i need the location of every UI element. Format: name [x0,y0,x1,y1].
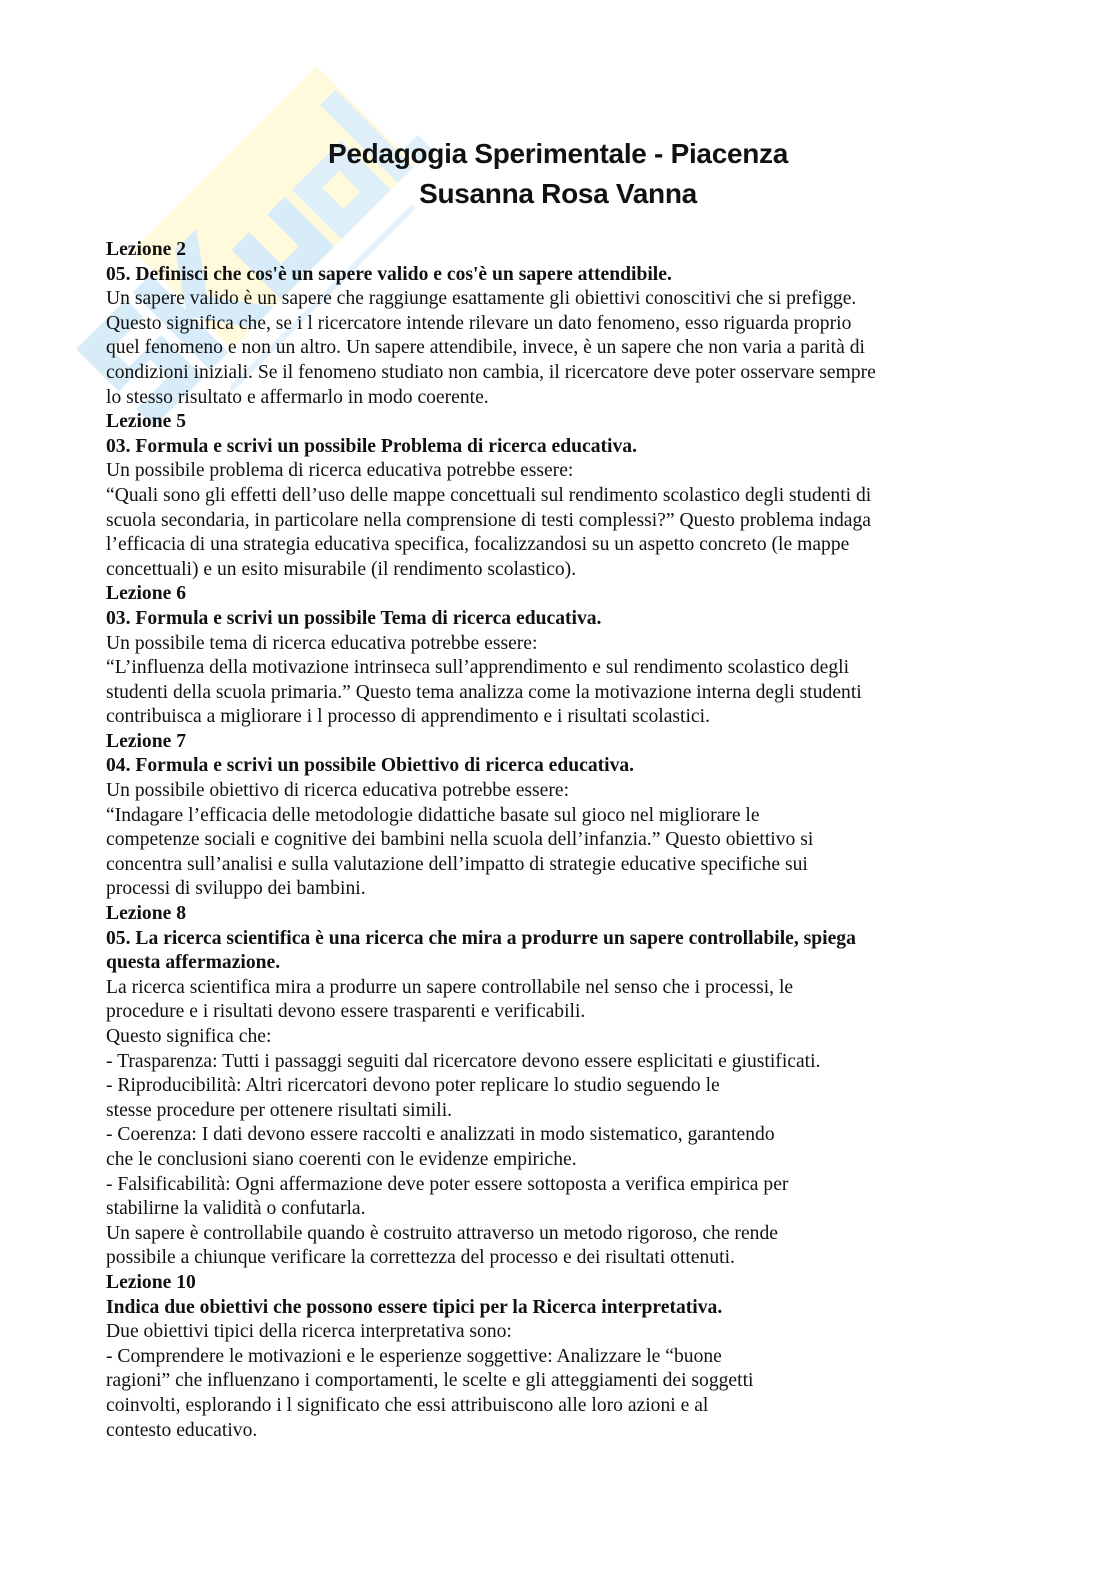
text-line: procedure e i risultati devono essere trasparenti e verificabili. [106,1001,586,1023]
document-body [106,238,1006,1443]
section-heading: 03. Formula e scrivi un possibile Problema di ricerca educativa. [106,435,637,457]
text-line: condizioni iniziali. Se il fenomeno studiato non cambia, il ricercatore deve poter osservare sempre [106,361,876,383]
text-line: Un sapere valido è un sapere che raggiunge esattamente gli obiettivi conoscitivi che si prefigge. [106,288,857,310]
text-line: possibile a chiunque verificare la correttezza del processo e dei risultati ottenuti. [106,1247,735,1269]
text-line: processi di sviluppo dei bambini. [106,878,366,900]
text-line: concettuali) e un esito misurabile (il rendimento scolastico). [106,558,577,580]
text-line: Un possibile tema di ricerca educativa potrebbe essere: [106,632,538,654]
text-line: - Comprendere le motivazioni e le esperienze soggettive: Analizzare le “buone [106,1345,722,1367]
text-line: competenze sociali e cognitive dei bambini nella scuola dell’infanzia.” Questo obiettivo si [106,829,814,851]
section-heading: 04. Formula e scrivi un possibile Obiettivo di ricerca educativa. [106,755,635,777]
text-line: Due obiettivi tipici della ricerca interpretativa sono: [106,1321,512,1343]
section-heading: Lezione 8 [106,903,186,925]
document-author: Susanna Rosa Vanna [419,178,697,209]
section-heading: Lezione 5 [106,411,186,433]
text-line: studenti della scuola primaria.” Questo tema analizza come la motivazione interna degli studenti [106,681,862,703]
section-heading: Lezione 7 [106,730,186,752]
text-line: “L’influenza della motivazione intrinseca sull’apprendimento e sul rendimento scolastico degli [106,657,850,679]
text-line: concentra sull’analisi e sulla valutazione dell’impatto di strategie educative specifiche sui [106,853,808,875]
section-heading: 05. La ricerca scientifica è una ricerca che mira a produrre un sapere controllabile, spiega [106,927,856,949]
text-line: contesto educativo. [106,1419,258,1441]
text-line: scuola secondaria, in particolare nella comprensione di testi complessi?” Questo problema indaga [106,509,871,531]
text-line: stesse procedure per ottenere risultati simili. [106,1099,453,1121]
text-line: La ricerca scientifica mira a produrre un sapere controllabile nel senso che i processi, le [106,976,794,998]
section-heading: questa affermazione. [106,952,281,974]
section-heading: Lezione 6 [106,583,186,605]
text-line: coinvolti, esplorando i l significato che essi attribuiscono alle loro azioni e al [106,1394,709,1416]
text-line: - Coerenza: I dati devono essere raccolti e analizzati in modo sistematico, garantendo [106,1124,775,1146]
text-line: Un possibile problema di ricerca educativa potrebbe essere: [106,460,574,482]
document-title: Pedagogia Sperimentale - Piacenza [327,138,789,169]
text-line: Un possibile obiettivo di ricerca educativa potrebbe essere: [106,780,570,802]
text-line: “Indagare l’efficacia delle metodologie didattiche basate sul gioco nel migliorare le [106,804,760,826]
text-line: stabilirne la validità o confutarla. [106,1198,366,1220]
text-line: lo stesso risultato e affermarlo in modo coerente. [106,386,489,408]
text-line: quel fenomeno e non un altro. Un sapere attendibile, invece, è un sapere che non varia a parità di [106,337,865,359]
text-line: ragioni” che influenzano i comportamenti, le scelte e gli atteggiamenti dei soggetti [106,1370,754,1392]
section-heading: 03. Formula e scrivi un possibile Tema di ricerca educativa. [106,607,602,629]
text-line: - Riproducibilità: Altri ricercatori devono poter replicare lo studio seguendo le [106,1075,720,1097]
text-line: contribuisca a migliorare i l processo di apprendimento e i risultati scolastici. [106,706,710,728]
text-line: Questo significa che: [106,1026,272,1047]
section-heading: 05. Definisci che cos'è un sapere valido e cos'è un sapere attendibile. [106,263,672,285]
section-heading: Indica due obiettivi che possono essere tipici per la Ricerca interpretativa. [106,1296,723,1318]
text-line: che le conclusioni siano coerenti con le evidenze empiriche. [106,1148,577,1170]
text-line: “Quali sono gli effetti dell’uso delle mappe concettuali sul rendimento scolastico degli studenti di [106,484,872,506]
text-line: - Falsificabilità: Ogni affermazione deve poter essere sottoposta a verifica empirica per [106,1173,789,1195]
text-line: - Trasparenza: Tutti i passaggi seguiti dal ricercatore devono essere esplicitati e giustificati. [106,1050,821,1072]
section-heading: Lezione 10 [106,1271,196,1293]
text-line: Questo significa che, se i l ricercatore intende rilevare un dato fenomeno, esso riguarda proprio [106,312,852,334]
text-line: Un sapere è controllabile quando è costruito attraverso un metodo rigoroso, che rende [106,1222,778,1244]
text-line: l’efficacia di una strategia educativa specifica, focalizzandosi su un aspetto concreto (le mappe [106,534,850,556]
section-heading: Lezione 2 [106,239,186,260]
